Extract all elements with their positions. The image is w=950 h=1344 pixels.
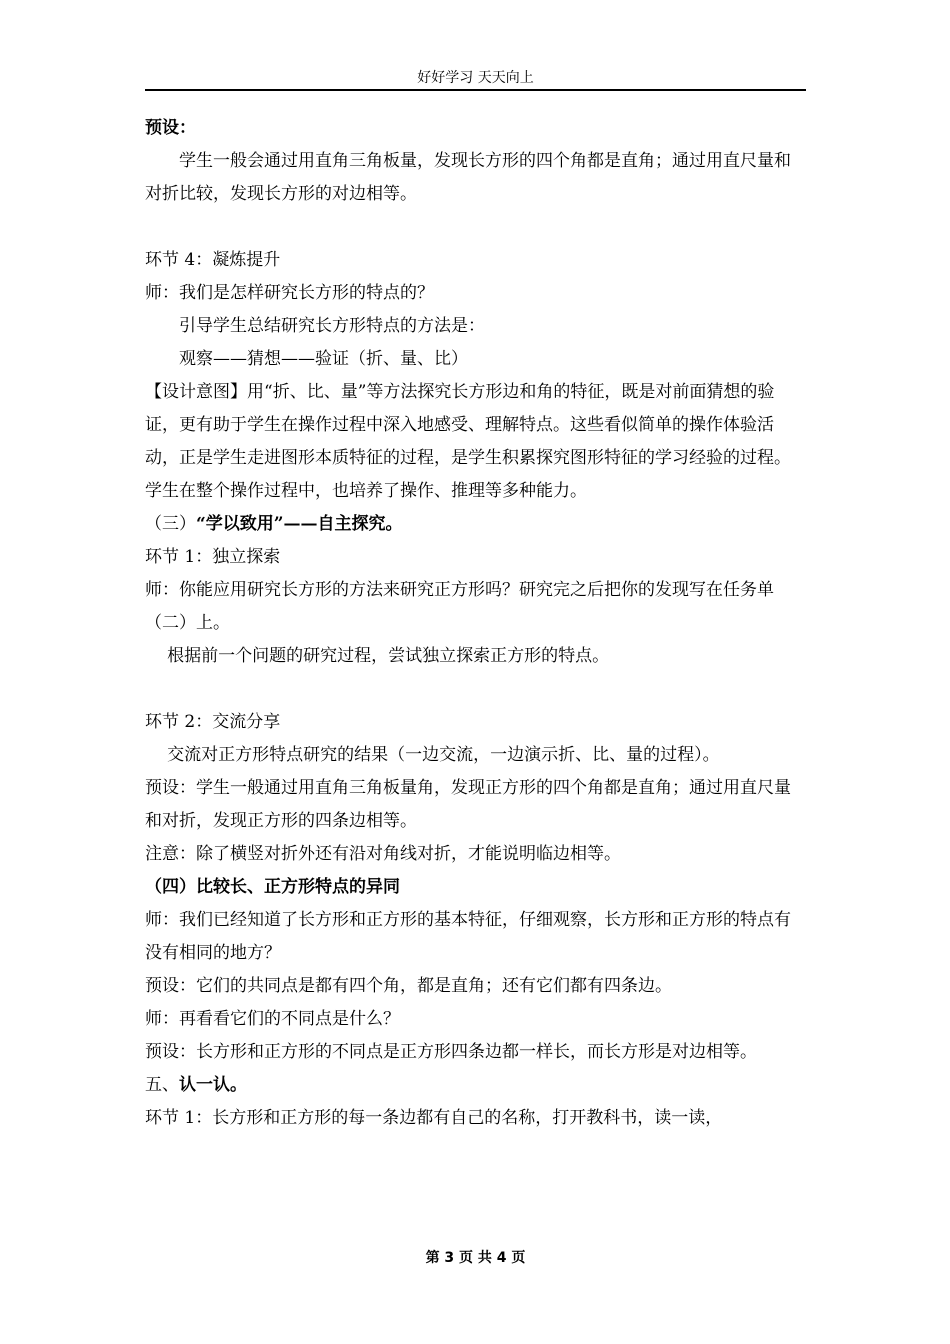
section-heading-4: （四）比较长、正方形特点的异同 [145,877,400,897]
teacher-question: 师：我们是怎样研究长方形的特点的？ [145,283,434,303]
preset-paragraph: 预设：它们的共同点是都有四个角，都是直角；还有它们都有四条边。 [145,976,672,996]
section-step-1: 环节 1：独立探索 [145,547,281,567]
design-intent-paragraph: 【设计意图】用“折、比、量”等方法探究长方形边和角的特征，既是对前面猜想的验证，更有助于学生在操作过程中深入地感受、理解特点。这些看似简单的操作体验活动，正是学生走进图形本质特征的过程，是学生积累探究图形特征的学习经验的过程。学生在整个操作过程中，也培养了操作、推理等多种能力。 [145,382,791,501]
page-header: 好好学习 天天向上 [417,70,534,86]
section-heading-3 [145,508,806,541]
preset-heading: 预设： [145,118,196,138]
section-title: 认一认。 [179,1075,247,1095]
note-paragraph: 注意：除了横竖对折外还有沿对角线对折，才能说明临边相等。 [145,844,621,864]
paragraph: 根据前一个问题的研究过程，尝试独立探索正方形的特点。 [167,646,610,666]
preset-paragraph: 预设：长方形和正方形的不同点是正方形四条边都一样长，而长方形是对边相等。 [145,1042,757,1062]
section-step-1: 环节 1：长方形和正方形的每一条边都有自己的名称，打开教科书，读一读， [145,1108,723,1128]
teacher-question: 师：我们已经知道了长方形和正方形的基本特征，仔细观察，长方形和正方形的特点有没有相同的地方？ [145,910,791,963]
teacher-question: 师：再看看它们的不同点是什么？ [145,1009,400,1029]
blank-line [145,673,806,706]
paragraph: 交流对正方形特点研究的结果（一边交流，一边演示折、比、量的过程）。 [167,745,720,765]
section-step-2: 环节 2：交流分享 [145,712,281,732]
section-title: “学以致用”——自主探究。 [196,514,403,534]
preset-paragraph: 预设：学生一般通过用直角三角板量角，发现正方形的四个角都是直角；通过用直尺量和对折，发现正方形的四条边相等。 [145,778,791,831]
document-body [145,112,806,1135]
paragraph: 学生一般会通过用直角三角板量，发现长方形的四个角都是直角；通过用直尺量和对折比较，发现长方形的对边相等。 [145,151,791,204]
blank-line [145,211,806,244]
paragraph: 观察——猜想——验证（折、量、比） [179,349,468,369]
section-heading-5 [145,1069,806,1102]
section-number: 五、 [145,1075,179,1095]
page-footer: 第 3 页 共 4 页 [425,1250,526,1266]
teacher-question: 师：你能应用研究长方形的方法来研究正方形吗？研究完之后把你的发现写在任务单（二）上。 [145,580,774,633]
paragraph: 引导学生总结研究长方形特点的方法是： [179,316,485,336]
section-number: （三） [145,514,196,534]
header-divider [145,89,806,91]
section-step-4: 环节 4：凝炼提升 [145,250,281,270]
